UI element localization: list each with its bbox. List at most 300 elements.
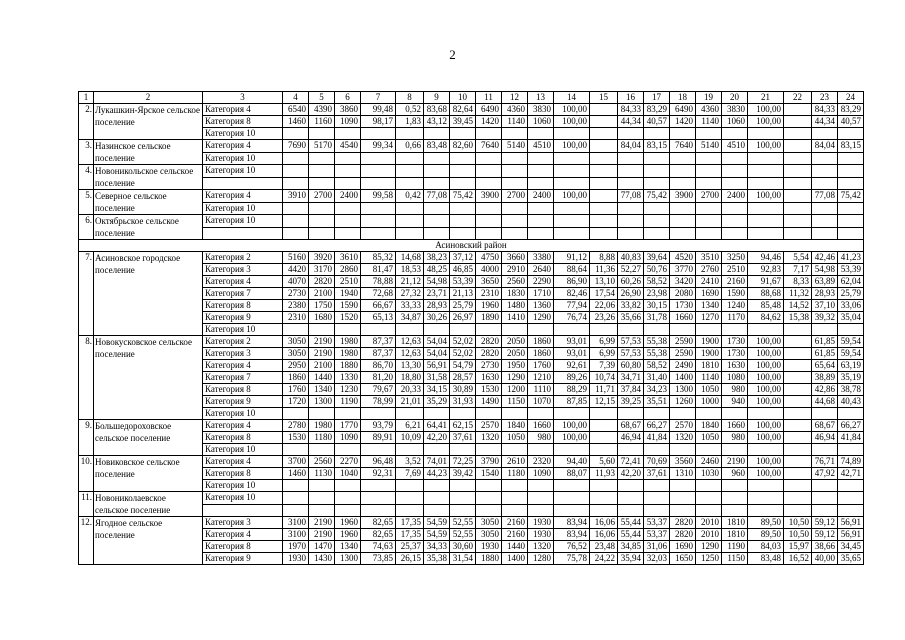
value-cell: 1530: [283, 432, 309, 444]
settlement-name: Новокусковское сельское поселение: [94, 336, 203, 420]
value-cell: 57,53: [618, 336, 644, 348]
value-cell: 88,64: [554, 264, 590, 276]
value-cell: [812, 177, 838, 190]
value-cell: 15,97: [784, 541, 812, 553]
value-cell: 52,02: [450, 336, 476, 348]
value-cell: [554, 202, 590, 215]
value-cell: [812, 408, 838, 420]
value-cell: 99,48: [361, 104, 396, 116]
value-cell: 83,94: [554, 517, 590, 529]
value-cell: [450, 480, 476, 492]
value-cell: 30,26: [424, 312, 450, 324]
value-cell: [748, 504, 784, 517]
value-cell: [424, 202, 450, 215]
value-cell: [784, 492, 812, 505]
value-cell: 82,60: [450, 140, 476, 153]
category-cell: Категория 10: [203, 215, 283, 228]
category-cell: Категория 2: [203, 336, 283, 348]
value-cell: [309, 408, 335, 420]
value-cell: 11,32: [784, 288, 812, 300]
value-cell: [644, 227, 670, 240]
value-cell: [838, 202, 864, 215]
value-cell: 3830: [722, 104, 748, 116]
value-cell: [450, 492, 476, 505]
value-cell: 99,58: [361, 190, 396, 203]
value-cell: [309, 504, 335, 517]
value-cell: 1130: [309, 468, 335, 480]
value-cell: 96,48: [361, 456, 396, 468]
value-cell: 3610: [335, 252, 361, 264]
value-cell: 100,00: [748, 140, 784, 153]
column-header: 15: [590, 92, 618, 104]
value-cell: 39,45: [450, 116, 476, 128]
table-row: [79, 336, 864, 348]
value-cell: [450, 408, 476, 420]
value-cell: 5140: [696, 140, 722, 153]
value-cell: 35,04: [838, 312, 864, 324]
value-cell: 1630: [476, 372, 502, 384]
value-cell: 2160: [722, 276, 748, 288]
category-cell: Категория 8: [203, 384, 283, 396]
category-cell: [203, 504, 283, 517]
value-cell: 14,52: [784, 300, 812, 312]
category-cell: Категория 7: [203, 372, 283, 384]
value-cell: 74,89: [838, 456, 864, 468]
value-cell: 58,52: [644, 276, 670, 288]
value-cell: 1540: [476, 468, 502, 480]
value-cell: 3050: [476, 529, 502, 541]
value-cell: 92,61: [554, 360, 590, 372]
value-cell: 35,65: [838, 553, 864, 565]
value-cell: [554, 504, 590, 517]
value-cell: 2700: [502, 190, 528, 203]
value-cell: [696, 215, 722, 228]
value-cell: 1930: [476, 541, 502, 553]
value-cell: 1300: [670, 384, 696, 396]
value-cell: 1230: [335, 384, 361, 396]
value-cell: [309, 227, 335, 240]
value-cell: 1810: [722, 517, 748, 529]
category-cell: Категория 4: [203, 190, 283, 203]
value-cell: 52,02: [450, 348, 476, 360]
value-cell: 33,82: [618, 300, 644, 312]
value-cell: 1050: [696, 384, 722, 396]
table-row: [79, 492, 864, 505]
value-cell: 38,23: [424, 252, 450, 264]
value-cell: [696, 165, 722, 178]
value-cell: 33,06: [838, 300, 864, 312]
value-cell: 1300: [309, 396, 335, 408]
column-header: 24: [838, 92, 864, 104]
value-cell: 2950: [283, 360, 309, 372]
value-cell: [784, 372, 812, 384]
value-cell: [528, 152, 554, 165]
value-cell: 93,01: [554, 336, 590, 348]
column-header: 20: [722, 92, 748, 104]
value-cell: 1960: [476, 300, 502, 312]
value-cell: 84,03: [748, 541, 784, 553]
value-cell: [784, 165, 812, 178]
value-cell: 940: [722, 396, 748, 408]
value-cell: [784, 432, 812, 444]
value-cell: 2820: [670, 529, 696, 541]
value-cell: 46,94: [812, 432, 838, 444]
settlement-number: 6.: [79, 215, 94, 240]
value-cell: [502, 165, 528, 178]
value-cell: 84,33: [618, 104, 644, 116]
value-cell: 2730: [283, 288, 309, 300]
value-cell: [812, 227, 838, 240]
value-cell: [812, 492, 838, 505]
value-cell: 39,64: [644, 252, 670, 264]
value-cell: 44,34: [812, 116, 838, 128]
value-cell: [722, 444, 748, 456]
value-cell: 35,19: [838, 372, 864, 384]
value-cell: 7,17: [784, 264, 812, 276]
value-cell: 1140: [696, 372, 722, 384]
value-cell: 35,29: [424, 396, 450, 408]
value-cell: 1520: [335, 312, 361, 324]
value-cell: 66,67: [361, 300, 396, 312]
value-cell: 2050: [502, 336, 528, 348]
value-cell: 55,38: [644, 348, 670, 360]
value-cell: [283, 408, 309, 420]
value-cell: [554, 444, 590, 456]
value-cell: [696, 152, 722, 165]
value-cell: 1300: [335, 553, 361, 565]
value-cell: [396, 480, 424, 492]
value-cell: 34,87: [396, 312, 424, 324]
value-cell: [784, 177, 812, 190]
value-cell: 31,54: [450, 553, 476, 565]
value-cell: 55,44: [618, 517, 644, 529]
value-cell: [838, 152, 864, 165]
category-cell: Категория 9: [203, 396, 283, 408]
value-cell: 68,67: [618, 420, 644, 432]
value-cell: 35,38: [424, 553, 450, 565]
value-cell: [554, 324, 590, 336]
value-cell: 1400: [502, 553, 528, 565]
value-cell: 5140: [502, 140, 528, 153]
value-cell: 1930: [528, 529, 554, 541]
value-cell: 15,38: [784, 312, 812, 324]
value-cell: 1250: [696, 553, 722, 565]
value-cell: 44,23: [424, 468, 450, 480]
value-cell: 1980: [309, 420, 335, 432]
value-cell: 1290: [528, 312, 554, 324]
value-cell: 47,92: [812, 468, 838, 480]
value-cell: 1060: [528, 116, 554, 128]
value-cell: 23,71: [424, 288, 450, 300]
value-cell: [590, 227, 618, 240]
value-cell: 1940: [335, 288, 361, 300]
value-cell: [528, 177, 554, 190]
settlement-name: Большедороховское сельское поселение: [94, 420, 203, 456]
value-cell: [618, 408, 644, 420]
value-cell: [554, 227, 590, 240]
value-cell: 1260: [670, 396, 696, 408]
value-cell: 41,84: [838, 432, 864, 444]
value-cell: [502, 128, 528, 140]
value-cell: 2730: [476, 360, 502, 372]
value-cell: 2270: [335, 456, 361, 468]
district-title: Асиновский район: [79, 240, 864, 252]
value-cell: [722, 480, 748, 492]
value-cell: 0,42: [396, 190, 424, 203]
value-cell: [528, 202, 554, 215]
value-cell: 4510: [722, 140, 748, 153]
value-cell: 7640: [476, 140, 502, 153]
value-cell: 1000: [696, 396, 722, 408]
value-cell: 4520: [670, 252, 696, 264]
value-cell: 2190: [309, 529, 335, 541]
value-cell: [670, 444, 696, 456]
value-cell: 61,85: [812, 336, 838, 348]
value-cell: [722, 227, 748, 240]
settlement-number: 10.: [79, 456, 94, 492]
value-cell: [396, 324, 424, 336]
settlement-number: 7.: [79, 252, 94, 336]
value-cell: [528, 215, 554, 228]
table-row: [79, 252, 864, 264]
value-cell: [644, 128, 670, 140]
value-cell: 1290: [696, 541, 722, 553]
value-cell: 1840: [696, 420, 722, 432]
settlement-name: Новониколаевское сельское поселение: [94, 492, 203, 517]
value-cell: [722, 165, 748, 178]
value-cell: 60,26: [618, 276, 644, 288]
value-cell: 100,00: [554, 432, 590, 444]
value-cell: [361, 202, 396, 215]
value-cell: 100,00: [748, 432, 784, 444]
value-cell: 48,25: [424, 264, 450, 276]
value-cell: 2610: [502, 456, 528, 468]
value-cell: 12,63: [396, 348, 424, 360]
value-cell: 2860: [335, 264, 361, 276]
value-cell: 53,39: [450, 276, 476, 288]
category-cell: Категория 7: [203, 288, 283, 300]
column-header: 1: [79, 92, 94, 104]
value-cell: 1040: [335, 468, 361, 480]
value-cell: [644, 444, 670, 456]
value-cell: [644, 202, 670, 215]
value-cell: 23,98: [644, 288, 670, 300]
value-cell: [590, 104, 618, 116]
value-cell: 58,52: [644, 360, 670, 372]
value-cell: 17,35: [396, 517, 424, 529]
value-cell: [784, 324, 812, 336]
value-cell: 17,54: [590, 288, 618, 300]
value-cell: 83,68: [424, 104, 450, 116]
value-cell: [424, 492, 450, 505]
value-cell: 1050: [696, 432, 722, 444]
column-header: 2: [94, 92, 203, 104]
value-cell: [335, 492, 361, 505]
value-cell: 8,88: [590, 252, 618, 264]
value-cell: 1660: [528, 420, 554, 432]
value-cell: 41,23: [838, 252, 864, 264]
value-cell: 46,85: [450, 264, 476, 276]
value-cell: 87,37: [361, 348, 396, 360]
value-cell: 3910: [283, 190, 309, 203]
category-cell: Категория 10: [203, 408, 283, 420]
value-cell: 1690: [670, 541, 696, 553]
value-cell: 53,39: [838, 264, 864, 276]
value-cell: [670, 227, 696, 240]
value-cell: 4000: [476, 264, 502, 276]
value-cell: [590, 116, 618, 128]
value-cell: [838, 504, 864, 517]
value-cell: 84,04: [618, 140, 644, 153]
value-cell: 53,37: [644, 529, 670, 541]
settlement-name: Новиковское сельское поселение: [94, 456, 203, 492]
value-cell: 46,94: [618, 432, 644, 444]
value-cell: 2190: [309, 517, 335, 529]
table-row: [79, 165, 864, 178]
value-cell: [618, 324, 644, 336]
value-cell: 76,74: [554, 312, 590, 324]
value-cell: [283, 444, 309, 456]
value-cell: [618, 227, 644, 240]
value-cell: [335, 165, 361, 178]
value-cell: [424, 324, 450, 336]
value-cell: 1340: [335, 541, 361, 553]
settlement-number: 8.: [79, 336, 94, 420]
value-cell: 5,60: [590, 456, 618, 468]
value-cell: 17,35: [396, 529, 424, 541]
value-cell: 1400: [670, 372, 696, 384]
value-cell: 76,52: [554, 541, 590, 553]
value-cell: 1420: [670, 116, 696, 128]
column-header: 11: [476, 92, 502, 104]
value-cell: 1150: [722, 553, 748, 565]
value-cell: [722, 408, 748, 420]
value-cell: [784, 408, 812, 420]
value-cell: 41,84: [644, 432, 670, 444]
value-cell: 1420: [476, 116, 502, 128]
value-cell: [476, 444, 502, 456]
value-cell: 40,57: [644, 116, 670, 128]
value-cell: [335, 215, 361, 228]
value-cell: 25,79: [838, 288, 864, 300]
value-cell: 42,46: [812, 252, 838, 264]
value-cell: 100,00: [748, 420, 784, 432]
value-cell: 56,91: [838, 529, 864, 541]
table-row: [79, 215, 864, 228]
value-cell: 78,99: [361, 396, 396, 408]
value-cell: 3510: [696, 252, 722, 264]
value-cell: [450, 177, 476, 190]
value-cell: [748, 202, 784, 215]
value-cell: 30,15: [644, 300, 670, 312]
value-cell: 63,89: [812, 276, 838, 288]
value-cell: [696, 492, 722, 505]
settlement-name: Лукашкин-Ярское сельское поселение: [94, 104, 203, 140]
value-cell: 2590: [670, 336, 696, 348]
value-cell: 31,93: [450, 396, 476, 408]
value-cell: 92,31: [361, 468, 396, 480]
value-cell: [502, 492, 528, 505]
value-cell: [309, 202, 335, 215]
value-cell: 100,00: [748, 116, 784, 128]
value-cell: 1150: [502, 396, 528, 408]
value-cell: [670, 492, 696, 505]
category-cell: Категория 10: [203, 202, 283, 215]
value-cell: [618, 480, 644, 492]
column-header: 22: [784, 92, 812, 104]
value-cell: [424, 444, 450, 456]
value-cell: [696, 408, 722, 420]
column-header: 5: [309, 92, 335, 104]
value-cell: 2410: [696, 276, 722, 288]
value-cell: [283, 152, 309, 165]
value-cell: 84,04: [812, 140, 838, 153]
settlement-number: 5.: [79, 190, 94, 215]
value-cell: 2560: [502, 276, 528, 288]
value-cell: [361, 492, 396, 505]
value-cell: [450, 152, 476, 165]
table-row: [79, 420, 864, 432]
value-cell: 26,97: [450, 312, 476, 324]
value-cell: 100,00: [748, 348, 784, 360]
value-cell: 65,13: [361, 312, 396, 324]
value-cell: 72,41: [618, 456, 644, 468]
value-cell: 1190: [335, 396, 361, 408]
value-cell: [335, 128, 361, 140]
value-cell: [450, 444, 476, 456]
value-cell: [618, 177, 644, 190]
value-cell: 5160: [283, 252, 309, 264]
value-cell: 37,12: [450, 252, 476, 264]
value-cell: 99,34: [361, 140, 396, 153]
value-cell: [644, 324, 670, 336]
value-cell: 30,89: [450, 384, 476, 396]
value-cell: 10,50: [784, 529, 812, 541]
value-cell: 82,65: [361, 529, 396, 541]
category-cell: Категория 8: [203, 468, 283, 480]
value-cell: [396, 408, 424, 420]
value-cell: [309, 177, 335, 190]
value-cell: [476, 408, 502, 420]
value-cell: [424, 215, 450, 228]
value-cell: [784, 215, 812, 228]
value-cell: 100,00: [554, 420, 590, 432]
value-cell: [784, 190, 812, 203]
settlement-number: 9.: [79, 420, 94, 456]
value-cell: 54,04: [424, 336, 450, 348]
value-cell: 1680: [309, 312, 335, 324]
value-cell: 35,51: [644, 396, 670, 408]
value-cell: 3380: [528, 252, 554, 264]
value-cell: 100,00: [748, 372, 784, 384]
value-cell: [554, 152, 590, 165]
value-cell: 86,70: [361, 360, 396, 372]
value-cell: 1660: [670, 312, 696, 324]
value-cell: [838, 408, 864, 420]
value-cell: 1750: [309, 300, 335, 312]
value-cell: 3920: [309, 252, 335, 264]
value-cell: [784, 116, 812, 128]
value-cell: 7640: [670, 140, 696, 153]
category-cell: Категория 8: [203, 432, 283, 444]
value-cell: 52,55: [450, 517, 476, 529]
value-cell: [748, 215, 784, 228]
value-cell: [396, 152, 424, 165]
value-cell: 77,94: [554, 300, 590, 312]
value-cell: 2160: [502, 517, 528, 529]
value-cell: [396, 504, 424, 517]
value-cell: 1210: [528, 372, 554, 384]
